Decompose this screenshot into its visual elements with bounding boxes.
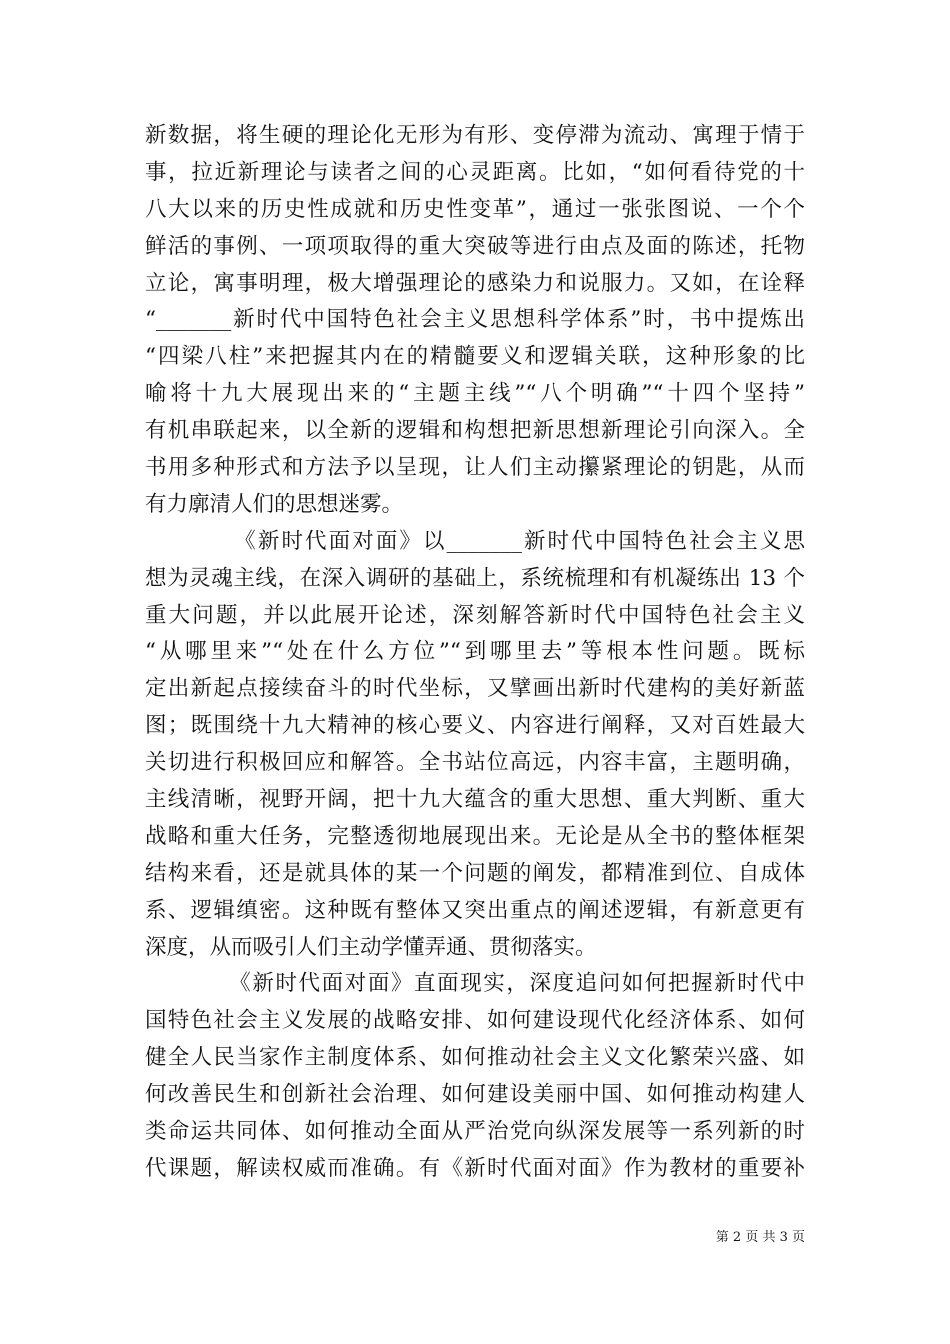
text-line: 有机串联起来，以全新的逻辑和构想把新思想新理论引向深入。全	[145, 418, 805, 444]
text-line: 健全人民当家作主制度体系、如何推动社会主义文化繁荣兴盛、如	[145, 1045, 805, 1071]
text-line: 关切进行积极回应和解答。全书站位高远，内容丰富，主题明确，	[145, 750, 805, 776]
text-line: 立论，寓事明理，极大增强理论的感染力和说服力。又如，在诠释	[145, 270, 805, 296]
text-line: 定出新起点接续奋斗的时代坐标，又擘画出新时代建构的美好新蓝	[145, 676, 805, 702]
text-line: “_______新时代中国特色社会主义思想科学体系”时，书中提炼出	[145, 307, 805, 333]
text-line: 有力廓清人们的思想迷雾。	[145, 491, 404, 517]
text-line: 事，拉近新理论与读者之间的心灵距离。比如，“如何看待党的十	[145, 159, 805, 185]
text-line: 重大问题，并以此展开论述，深刻解答新时代中国特色社会主义	[145, 602, 805, 628]
text-line: 书用多种形式和方法予以呈现，让人们主动攥紧理论的钥匙，从而	[145, 455, 805, 481]
text-line: 《新时代面对面》以_______新时代中国特色社会主义思	[145, 528, 805, 554]
text-line: 喻将十九大展现出来的“主题主线”“八个明确”“十四个坚持”	[145, 381, 805, 407]
text-line: 主线清晰，视野开阔，把十九大蕴含的重大思想、重大判断、重大	[145, 787, 805, 813]
text-line: 鲜活的事例、一项项取得的重大突破等进行由点及面的陈述，托物	[145, 233, 805, 259]
body-text	[145, 118, 805, 1188]
text-line: 深度，从而吸引人们主动学懂弄通、贯彻落实。	[145, 934, 597, 960]
text-line: 战略和重大任务，完整透彻地展现出来。无论是从全书的整体框架	[145, 823, 805, 849]
text-line: 系、逻辑缜密。这种既有整体又突出重点的阐述逻辑，有新意更有	[145, 897, 805, 923]
text-line: 代课题，解读权威而准确。有《新时代面对面》作为教材的重要补	[145, 1155, 805, 1181]
text-line: “四梁八柱”来把握其内在的精髓要义和逻辑关联，这种形象的比	[145, 344, 805, 370]
text-line: 新数据，将生硬的理论化无形为有形、变停滞为流动、寓理于情于	[145, 123, 805, 148]
page-number-footer: 第 2 页 共 3 页	[715, 1230, 805, 1245]
text-line: 想为灵魂主线，在深入调研的基础上，系统梳理和有机凝练出 13 个	[145, 565, 805, 591]
text-line: 八大以来的历史性成就和历史性变革”，通过一张张图说、一个个	[145, 196, 805, 222]
text-line: “从哪里来”“处在什么方位”“到哪里去”等根本性问题。既标	[145, 639, 805, 665]
text-line: 类命运共同体、如何推动全面从严治党向纵深发展等一系列新的时	[145, 1119, 805, 1145]
text-line: 图；既围绕十九大精神的核心要义、内容进行阐释，又对百姓最大	[145, 713, 805, 739]
text-line: 国特色社会主义发展的战略安排、如何建设现代化经济体系、如何	[145, 1008, 805, 1034]
text-line: 《新时代面对面》直面现实，深度追问如何把握新时代中	[145, 971, 805, 997]
text-line: 何改善民生和创新社会治理、如何建设美丽中国、如何推动构建人	[145, 1082, 805, 1108]
text-line: 结构来看，还是就具体的某一个问题的阐发，都精准到位、自成体	[145, 860, 805, 886]
